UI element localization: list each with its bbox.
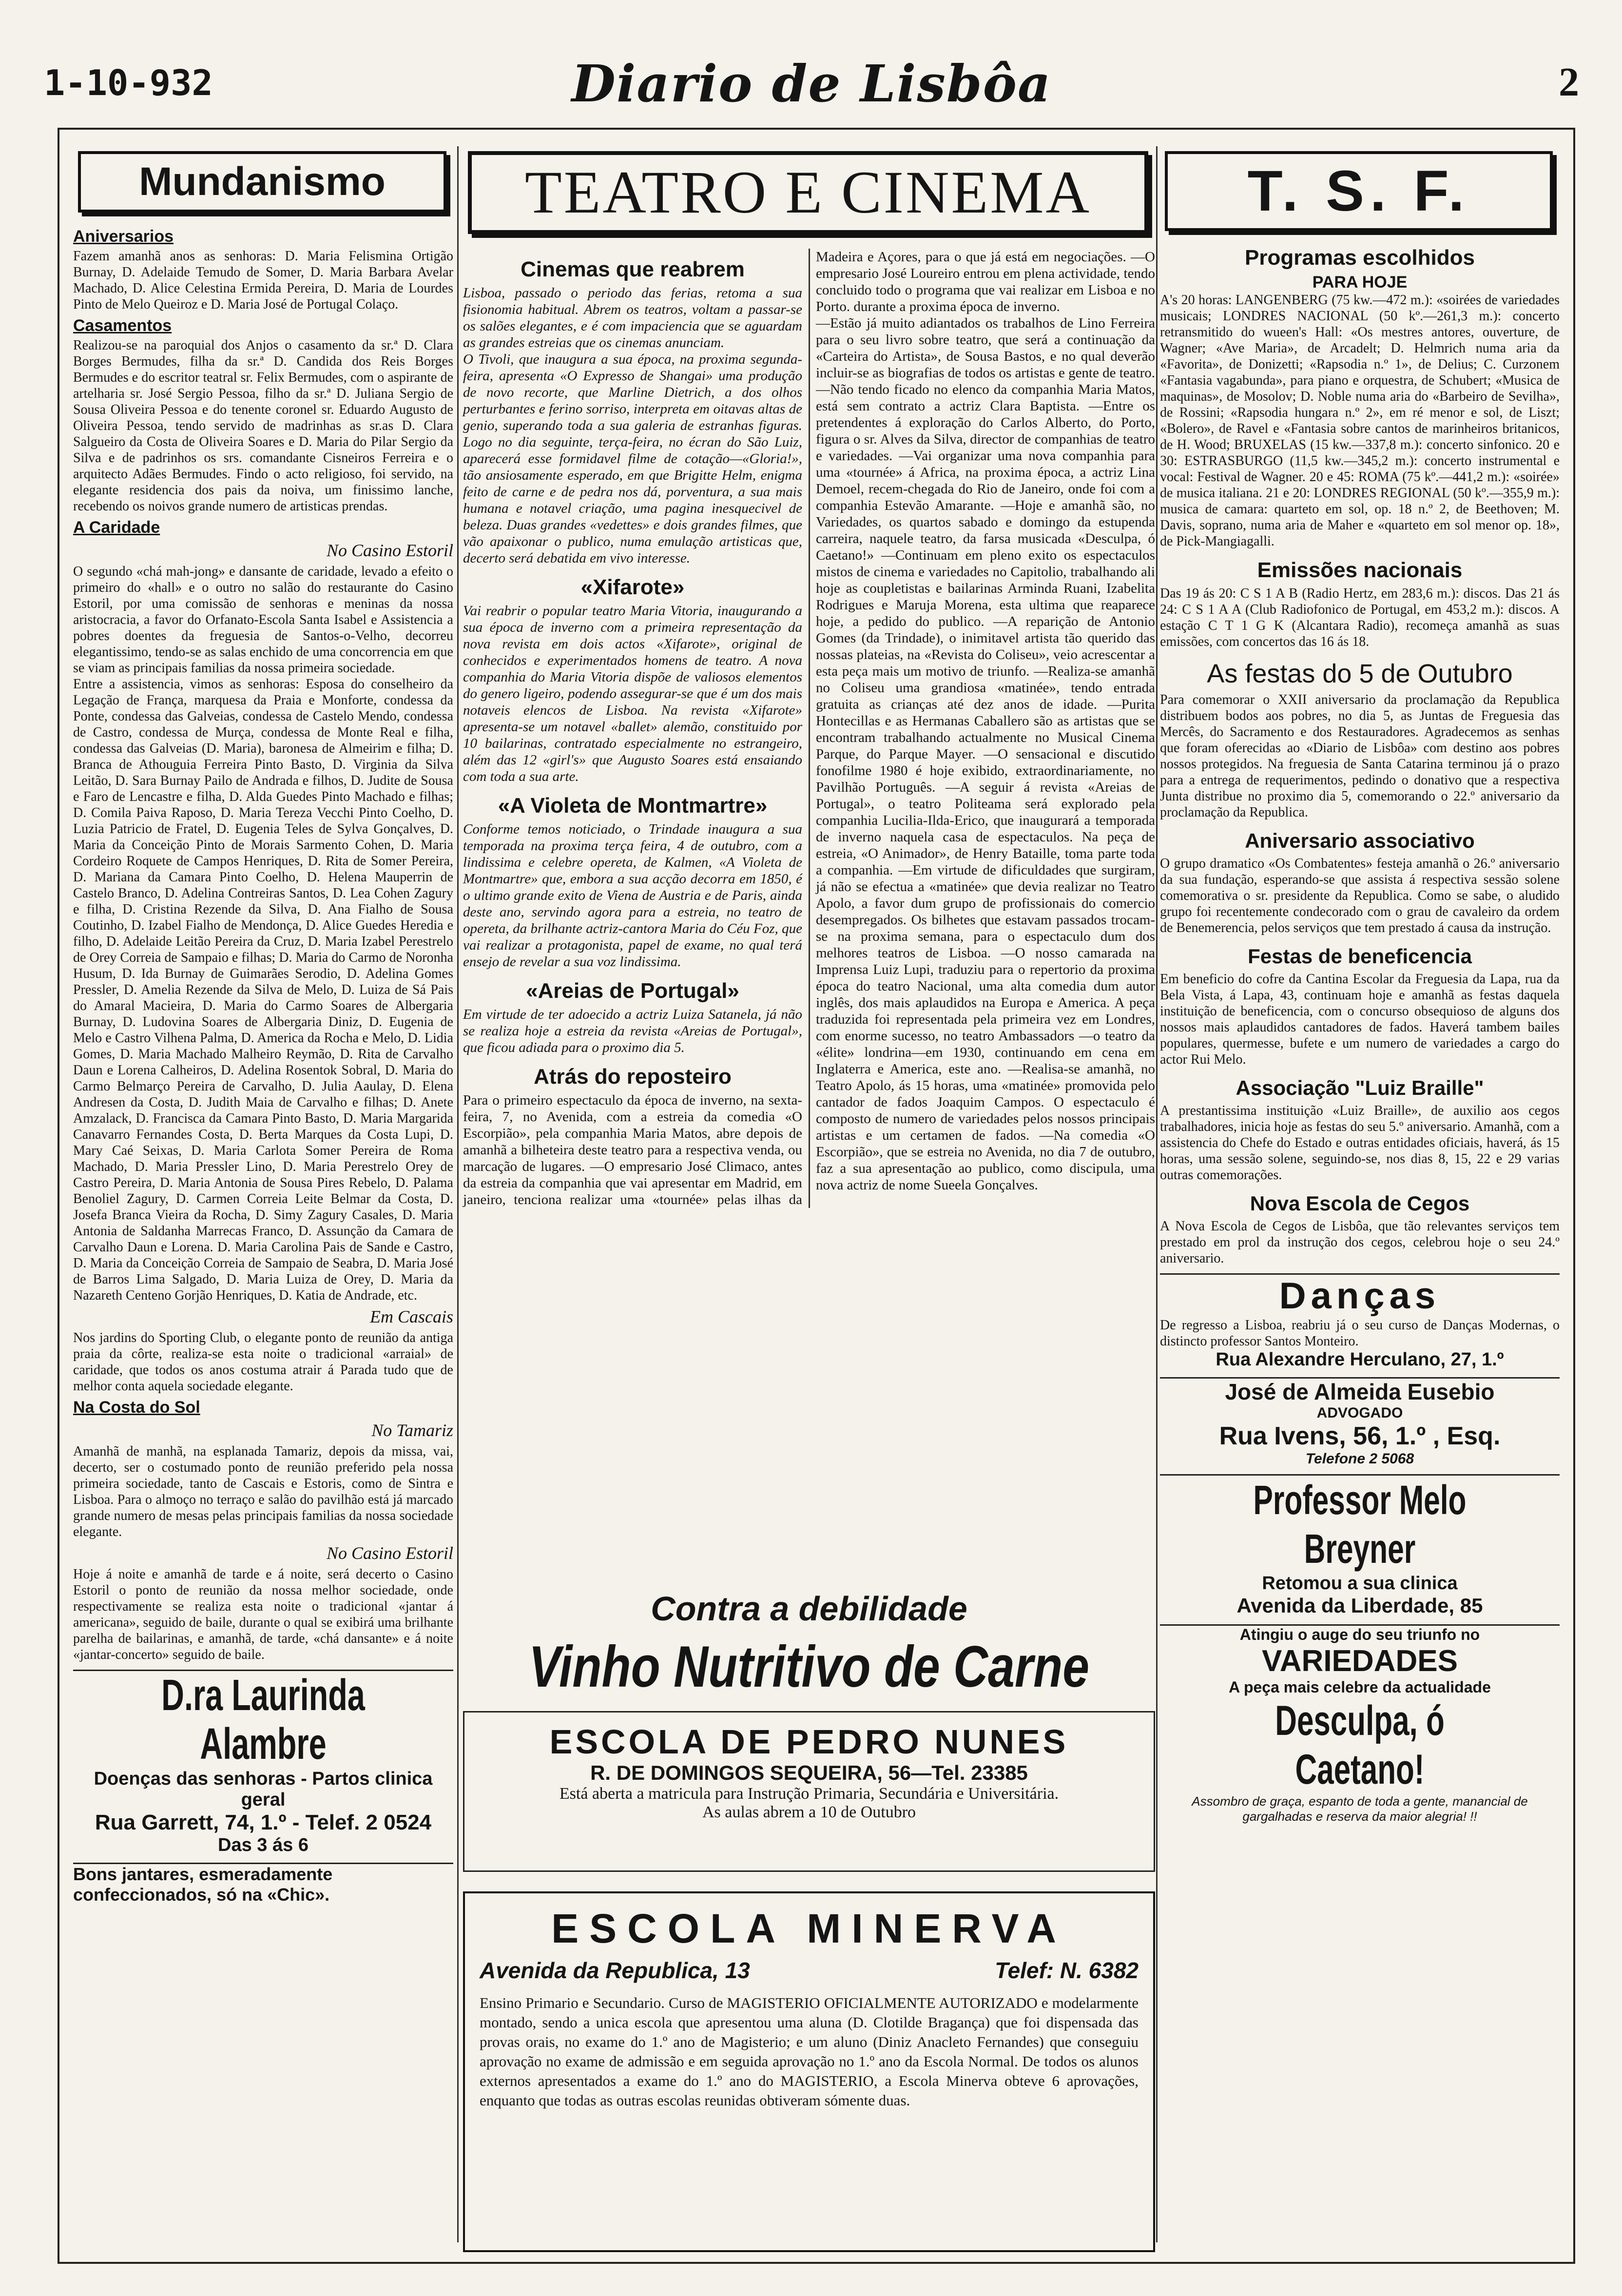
ad-escola-pedro-nunes	[463, 1711, 1155, 1872]
page-number: 2	[1559, 59, 1579, 105]
section-heading-tsf: T. S. F.	[1165, 151, 1553, 231]
column-tsf	[1160, 146, 1560, 2252]
ad-address: Rua Garrett, 74, 1.º - Telef. 2 0524	[95, 1810, 432, 1834]
place-heading: No Casino Estoril	[326, 541, 453, 560]
section-heading-teatro: TEATRO E CINEMA	[468, 151, 1148, 234]
ad-line: Doenças das senhoras - Partos clinica geral	[94, 1769, 433, 1810]
article-text: Realizou-se na paroquial dos Anjos o casamento da sr.ª D. Clara Borges Bermudes, filha da sr.ª D. Candida dos Reis Borges Bermudes e do escritor teatral sr. Felix Bermudes, com o aspirante de artelharia sr. José Sergio Pessoa, filho da sr.ª D. Juliana Sergio de Sousa Oliveira Pessoa e do tenente coronel sr. Eduardo Augusto de Oliveira Pessoa, tendo servido de madrinhas as sr.as D. Clara Salgueiro da Costa de Oliveira Soares e D. Maria do Pilar Sergio da Silva e de padrinhos os srs. comandante Cisneiros Ferreira e o arquitecto Adães Bermudes. Findo o acto religioso, foi servido, na elegante residencia dos pais da noiva, um finissimo lanche, recebendo os noivos grande numero de artisticas prendas.	[73, 338, 453, 514]
subheading: A Caridade	[73, 518, 160, 537]
ad-line: As aulas abrem a 10 de Outubro	[702, 1803, 916, 1821]
ad-vinho-nutritivo: Vinho Nutritivo de Carne	[529, 1634, 1089, 1699]
article-title: «Xifarote»	[580, 575, 685, 599]
article-text: Em virtude de ter adoecido a actriz Luiza Satanela, já não se realiza hoje a estreia da revista «Areias de Portugal», que ficou adiada para o proximo dia 5.	[463, 1007, 802, 1055]
article-text: Hoje á noite e amanhã de tarde e á noite, será decerto o Casino Estoril o ponto de reunião da nossa melhor sociedade, onde respectivamente se realiza esta noite o tradicional «jantar á americana», seguido de baile, durante o qual se exibirá uma brilhante parelha de bailarinas, e amanhã, de tarde, «chá dansante» e á noite «jantar-concerto» seguido de baile.	[73, 1567, 453, 1662]
article-text: O grupo dramatico «Os Combatentes» festeja amanhã o 26.º aniversario da sua fundação, esperando-se que assista á respectiva sessão solene comemorativa o sr. presidente da Republica. Como se sabe, o aludido grupo foi recentemente condecorado com o grau de cavaleiro da ordem de Benemerencia, pelos serviços que tem prestado á causa da instrução.	[1160, 856, 1560, 935]
ad-line: Assombro de graça, espanto de toda a gente, manancial de gargalhadas e reserva da maior alegria! !!	[1192, 1794, 1528, 1824]
article-title: Programas escolhidos	[1245, 246, 1475, 270]
ad-text: De regresso a Lisboa, reabriu já o seu curso de Danças Modernas, o distincto professor Santos Monteiro.	[1160, 1318, 1560, 1349]
ad-melo-breyner	[1160, 1474, 1560, 1617]
ad-telephone: Telefone 2 5068	[1305, 1451, 1414, 1467]
ad-line: A peça mais celebre da actualidade	[1229, 1678, 1491, 1696]
article-text: Entre a assistencia, vimos as senhoras: Esposa do conselheiro da Legação de França, marquesa da Praia e Monforte, condessa da Ponte, condessa das Galveias, condessa de Castelo Mendo, condessa de Castro, condessa de Murça, condessa de Monte Real e filha, condessa das Galveias (D. Maria), baronesa de Almeirim e filha; D. Branca de Athouguia Ferreira Pinto Basto, D. Virginia da Silva Leitão, D. Sara Burnay Pailo de Andrada e filhos, D. Judite de Sousa e Faro de Lencastre e filha, D. Alda Guedes Pinto Machado e filhas; D. Comila Paiva Raposo, D. Maria Tereza Vecchi Pinto Coelho, D. Luzia Patricio de Fratel, D. Eugenia Teles de Sylva Gonçalves, D. Maria da Conceição Pinto de Morais Sarmento Cohen, D. Maria Cordeiro Roquete de Campos Henriques, D. Rita de Somer Pereira, D. Mariana da Camara Pinto Coelho, D. Helena Mauperrin de Castelo Branco, D. Adelina Contreiras Santos, D. Lea Cohen Zagury e filha, D. Cristina Rezende da Silva, D. Ana Fialho de Sousa Coutinho, D. Izabel Fialho de Mendonça, D. Alice Guedes Heredia e filho, D. Adelaide Leitão Pereira da Cruz, D. Maria Izabel Perestrelo de Orey Correia de Sampaio e filhas; D. Maria do Carmo de Noronha Husum, D. Ida Burnay de Guimarães Serodio, D. Adelina Gomes Pressler, D. Amelia Rezende da Silva de Melo, D. Luiza de Sá Pais do Amaral Macieira, D. Maria do Carmo Soares de Albergaria Burnay, D. Ludovina Soares de Albergaria Diniz, D. Eugenia de Melo e Castro Vilhena Palma, D. America da Rocha e Melo, D. Lidia Gomes, D. Maria Machado Malheiro Reymão, D. Rita de Carvalho Daun e Lorena Calheiros, D. Adelina Rosentok Sobral, D. Maria do Carmo Belmarço Pereira de Carvalho, D. Julia Aaulay, D. Elena Andresen da Costa, D. Judith Maia de Carvalho e filhas; D. Anete Amzalack, D. Francisca da Camara Pinto Basto, D. Maria Margarida Canavarro Fernandes Costa, D. Berta Marques da Costa Lupi, D. Mary Caé Seixas, D. Maria Carlota Somer Pereira de Roma Machado, D. Maria Pressler Lino, D. Maria Perestrelo Orey de Castro Pereira, D. Maria Antonia de Sousa Pires Rebelo, D. Palama Benoliel Zagury, D. Carmen Correia Leite Belmar da Costa, D. Josefa Branca Vieira da Rocha, D. Simy Zagury Casales, D. Maria Antonia de Saldanha Marrecas Franco, D. Assunção da Camara de Carvalho Daun e Lorena. D. Maria Carolina Pais de Sande e Castro, D. Maria da Conceição Correia de Sampaio de Seabra, D. Maria José de Barros Lima Salgado, D. Maria Luiza de Orey, D. Maria da Nazareth Centeno Gorjão Henriques, D. Katia de Andrade, etc.	[73, 677, 453, 1303]
ad-title: VARIEDADES	[1262, 1644, 1458, 1678]
article-title: As festas do 5 de Outubro	[1207, 659, 1513, 688]
article-text: Amanhã de manhã, na esplanada Tamariz, depois da missa, vai, decerto, ser o costumado ponto de reunião preferido pela nossa primeira sociedade, tanto de Cascais e Estoris, como de Sintra e Lisboa. Para o almoço no terraço e salão do pavilhão está já marcado grande numero de mesas pelas principais familias da nossa sociedade elegante.	[73, 1444, 453, 1539]
column-rule	[457, 146, 459, 2242]
article-text: —Estão já muito adiantados os trabalhos de Lino Ferreira para o seu livro sobre teatro, que será a continuação da «Carteira do Artista», de Sousa Bastos, e no qual deverão incluir-se as biografias de todos os artistas e gente de teatro. —Não tendo ficado no elenco da companhia Maria Matos, está sem contrato a actriz Clara Baptista. —Entre os pretendentes á exploração do Carlos Alberto, do Porto, figura o sr. Alves da Silva, director de companhias de teatro e variedades. —Vai organizar uma nova companhia para uma «tournée» á Africa, na proxima época, a actriz Lina Demoel, recem-chegada do Rio de Janeiro, onde foi com a companhia Estevão Amarante. —Hoje e amanhã são, no Variedades, os quartos sabado e domingo da estupenda carreira, naquele teatro, da farsa musicada «Desculpa, ó Caetano!» —Continuam em pleno exito os espectaculos mistos de cinema e variedades no Capitolio, trabalhando ali hoje as coupletistas e bailarinas Arminda Ruani, Izabelita Rodrigues e Maruja Morena, esta ultima que reaparece hoje, a pedido do publico. —A reparição de Antonio Gomes (da Trindade), o inimitavel artista tão querido das nossas plateias, na «Revista do Coliseu», veio acrescentar a esta peça mais um motivo de triunfo. —Realiza-se amanhã no Coliseu uma grandiosa «matinée», tendo entrada gratuita as crianças até dez anos de idade. —Purita Hontecillas e as Hermanas Caballero são as artistas que se encontram trabalhando actualmente no Musical Cinema Parque, do Parque Mayer. —O sensacional e discutido fonofilme 1980 é hoje exibido, extraordinariamente, no Pavilhão Português. —A seguir á revista «Areias de Portugal», o teatro Politeama será explorado pela companhia Lucilia-Ilda-Erico, que inaugurará a temporada de inverno naquela casa de espectaculos. Na peça de estreia, «O Animador», de Henry Bataille, toma parte toda a companhia. —Em virtude de dificuldades que surgiram, já não se efectua a «matinée» que devia realizar no Teatro Apolo, a favor dum grupo de profissionais do comercio desempregados. Os bilhetes que estavam passados trocam-se na proxima semana, para o espectaculo dum dos melhores teatros de Lisboa. —O nosso camarada na Imprensa Luiz Lupi, traduziu para o repertorio da proxima época do teatro Nacional, uma alta comedia dum autor inglês, dos mais aplaudidos na Europa e America. A peça traduzida foi representada pela primeira vez em Londres, com enorme sucesso, no teatro Ambassadors —o teatro da «élite» londrina—em 1930, continuando em cena em Inglaterra e America, este ano. —Realisa-se amanhã, no Teatro Apolo, ás 15 horas, uma «matinée» promovida pelo cantador de fados Joaquim Campos. O espectaculo é composto de numero de variedades pelos nossos principais artistas e um certamen de fados. —Na comedia «O Escorpião», que se estreia no Avenida, no dia 7 de outubro, faz a sua apresentação ao publico, como discipula, uma nova actriz de nome Sueela Gonçalves.	[816, 315, 1155, 1193]
article-title: «Areias de Portugal»	[526, 979, 739, 1003]
article-title: Aniversario associativo	[1245, 829, 1475, 852]
article-text: Das 19 ás 20: C S 1 A B (Radio Hertz, em 283,6 m.): discos. Das 21 ás 24: C S 1 A A (Club Radiofonico de Portugal, em 453,2 m.): discos. A estação C T 1 G K (Alcantara Radio), recomeça amanhã as suas emissões, com concertos das 16 ás 18.	[1160, 586, 1560, 649]
column-teatro-cinema	[463, 146, 1155, 1207]
ad-dancas	[1160, 1273, 1560, 1370]
ad-name: Professor Melo Breyner	[1253, 1477, 1467, 1572]
article-text: A prestantissima instituição «Luiz Braille», de auxilio aos cegos trabalhadores, inicia hoje as festas do seu 5.º aniversario. Amanhã, com a assistencia do Chefe do Estado e outras entidades oficiais, haverá, ás 15 horas, uma sessão solene, seguindo-se, nos dias 8, 15, 22 e 29 varias outras comemorações.	[1160, 1103, 1560, 1183]
subheading: Na Costa do Sol	[73, 1398, 200, 1417]
article-title: Emissões nacionais	[1257, 558, 1463, 582]
article-title: Nova Escola de Cegos	[1250, 1192, 1470, 1215]
article-title: Atrás do reposteiro	[534, 1065, 732, 1089]
article-text: Conforme temos noticiado, o Trindade inaugura a sua temporada na proxima terça feira, 4 de outubro, com a lindissima e celebre opereta, de Kalmen, «A Violeta de Montmartre» que, embora a sua acção decorra em 1850, é o ultimo grande exito de Viena de Austria e de Paris, ainda deste ano, servindo agora para a estreia, no teatro de opereta, da brilhante actriz-cantora Maria do Céu Foz, que vai realizar a protagonista, papel de exame, no qual terá ensejo de revelar a sua voz lindissima.	[463, 821, 802, 970]
article-text: O segundo «chá mah-jong» e dansante de caridade, levado a efeito o primeiro do «hall» e o outro no salão do restaurante do Casino Estoril, por uma comissão de senhoras e meninas da nossa aristocracia, a favor do Orfanato-Escola Santa Isabel e Assistencia a pobres doentes da freguesia de Santos-o-Velho, decorreu elegantissimo, tendo-se as salas enchido de uma concorrencia em que se viam as principais familias da nossa primeira sociedade.	[73, 564, 453, 676]
column-mundanismo	[73, 146, 453, 2252]
newspaper-title: Diario de Lisbôa	[571, 54, 1052, 114]
ad-contact	[480, 1957, 1139, 1984]
ad-line: Está aberta a matricula para Instrução Primaria, Secundária e Universitária.	[559, 1785, 1059, 1803]
ad-escola-minerva	[463, 1891, 1155, 2252]
ad-address: Avenida da Republica, 13	[480, 1958, 750, 1983]
article-text: Vai reabrir o popular teatro Maria Vitoria, inaugurando a sua época de inverno com a primeira representação da nova revista em dois actos «Xifarote», original de conhecidos e experimentados homens de teatro. A nova companhia do Maria Vitoria dispõe de valiosos elementos do genero ligeiro, podendo assegurar-se que é um dos mais notaveis elencos de Lisboa. Na revista «Xifarote» apresenta-se um notavel «ballet» alemão, constituido por 10 bailarinas, contratado especialmente no estrangeiro, além das 12 «girl's» que Augusto Soares está ensaiando com toda a sua arte.	[463, 603, 802, 784]
article-text: Nos jardins do Sporting Club, o elegante ponto de reunião da antiga praia da côrte, realiza-se esta noite o tradicional «arraial» de caridade, que todos os anos costuma atrair á Parada tudo que de melhor conta aquela sociedade elegante.	[73, 1330, 453, 1394]
ad-advogado	[1160, 1377, 1560, 1467]
ad-name: José de Almeida Eusebio	[1225, 1379, 1495, 1404]
ad-hours: Das 3 ás 6	[218, 1835, 309, 1855]
article-text: Para comemorar o XXII aniversario da proclamação da Republica distribuem bodos aos pobres, no dia 5, as Juntas de Freguesia das Mercês, do Sacramento e dos Restauradores. Agradecemos as senhas que foram oferecidas ao «Diario de Lisbôa» com destino aos pobres nossos protegidos. Na freguesia de Santa Catarina terminou já o prazo para a entrega de requerimentos, pedindo o donativo que a respectiva Junta distribue no proximo dia 5, comemorando o 22.º aniversario da proclamação da Republica.	[1160, 692, 1560, 820]
ad-address: Rua Alexandre Herculano, 27, 1.º	[1216, 1349, 1504, 1370]
article-subtitle: PARA HOJE	[1312, 273, 1408, 292]
teatro-articles	[463, 249, 1155, 1208]
place-heading: No Casino Estoril	[326, 1543, 453, 1563]
ad-line: Retomou a sua clinica	[1262, 1573, 1458, 1594]
article-title: Associação "Luiz Braille"	[1236, 1076, 1484, 1099]
issue-date: 1-10-932	[44, 62, 213, 103]
article-text: A Nova Escola de Cegos de Lisbôa, que tão relevantes serviços tem prestado em prol da instrução dos cegos, celebrou hoje o seu 24.º aniversario.	[1160, 1219, 1560, 1266]
article-text: Fazem amanhã anos as senhoras: D. Maria Felismina Ortigão Burnay, D. Adelaide Temudo de Somer, D. Maria Barbara Avelar Machado, D. Alice Celestina Ermida Pereira, D. Maria de Lourdes Pinto de Melo Queiroz e D. Maria José de Portugal Colaço.	[73, 249, 453, 312]
article-lead: Lisboa, passado o periodo das ferias, retoma a sua fisionomia habitual. Abrem os teatros, voltam a passar-se os salões elegantes, e é com impaciencia que se aguardam as grandes estreias que os cinemas anunciam.	[463, 285, 802, 350]
ad-address: Rua Ivens, 56, 1.º , Esq.	[1219, 1422, 1501, 1450]
place-heading: Em Cascais	[370, 1307, 453, 1326]
article-title: Cinemas que reabrem	[521, 257, 745, 281]
ad-name: D.ra Laurinda Alambre	[161, 1671, 365, 1769]
article-title: «A Violeta de Montmartre»	[498, 794, 768, 817]
ad-title: ESCOLA MINERVA	[551, 1906, 1067, 1951]
place-heading: No Tamariz	[371, 1420, 453, 1440]
ad-title: Danças	[1279, 1275, 1441, 1317]
article-text: A's 20 horas: LANGENBERG (75 kw.—472 m.): «soirées de variedades musicais; LONDRES NACIONAL (50 kº.—261,3 m.): concerto retransmitido do wueen's Hall: «Os mestres antores, ouverture, de Wagner; «Ave Maria», de Arcadelt; D. Helmrich numa aria da «Favorita», de Donizetti; «Rapsodia n.º 1», de Delius; C. Curzonem «Fantasia vagabunda», para piano e orquestra, de Schubert; «Musica de maquinas», de Mosolov; D. Noble numa aria do «Barbeiro de Sevilha», de Rossini; «Rapsodia hungara n.º 2», em ré menor e sol, de Liszt; «Bolero», de Ravel e «Fantasia sobre cantos de marinheiros britanicos, de H. Wood; BRUXELAS (15 kw.—337,8 m.): concerto sinfonico. 20 e 30: ESTRASBURGO (11,5 kw.—345,2 m.): concerto instrumental e vocal: Festival de Wagner. 20 e 45: ROMA (75 kº.—441,2 m.): «soirée» de musica italiana. 21 e 20: LONDRES REGIONAL (50 kº.—355,9 m.): musica de camara: quarteto em sol, op. 18 n.º 2, de Beethoven; M. Davis, soprano, numa aria de Maher e «quarteto em sol menor op. 18», de Pick-Mangiagalli.	[1160, 292, 1560, 549]
ad-address: Avenida da Liberdade, 85	[1236, 1594, 1483, 1617]
ad-text: Bons jantares, esmeradamente confeccionados, só na «Chic».	[73, 1864, 333, 1905]
masthead	[44, 54, 1579, 117]
subheading: Aniversarios	[73, 227, 174, 246]
ad-telephone: Telef: N. 6382	[995, 1958, 1139, 1983]
ad-laurinda-alambre	[73, 1670, 453, 1856]
column-rule	[1156, 146, 1158, 2242]
ad-line: Atingiu o auge do seu triunfo no	[1239, 1626, 1480, 1643]
ad-variedades	[1160, 1624, 1560, 1824]
ad-text: Ensino Primario e Secundario. Curso de MAGISTERIO OFICIALMENTE AUTORIZADO e modelarmente montado, sendo a unica escola que apresentou uma aluna (D. Clotilde Bragança) que foi dispensada das provas orais, no exame do 1.º ano de Magisterio; e um aluno (Diniz Anacleto Fernandes) que conseguiu aprovação no exame de admissão e em seguida aprovação no 1.º ano da Escola Normal. De todos os alunos externos apresentados a exame do 1.º ano do MAGISTERIO, a Escola Minerva obteve 6 aprovações, enquanto que todas as outras escolas reunidas obtiveram sómente duas.	[480, 1994, 1139, 2109]
subheading: Casamentos	[73, 316, 172, 335]
article-title: Festas de beneficencia	[1248, 945, 1472, 968]
article-text: O Tivoli, que inaugura a sua época, na proxima segunda-feira, apresenta «O Expresso de Shangai» uma produção de novo recorte, que Marline Dietrich, a dos olhos perturbantes e ferino sorriso, interpreta em oitavas altas de genio, superando toda a sua galeria de estranhas figuras. Logo no dia seguinte, terça-feira, no écran do São Luiz, aparecerá esse formidavel filme de cotação—«Gloria!», tão ansiosamente esperado, em que Brigitte Helm, enigma feito de carne e de pedra nos dá, porventura, a sua mais humana e notavel criação, uma pagina inesquecivel de beleza. Duas grandes «vedettes» e dois grandes filmes, que vão apaixonar o publico, numa emulação artisticas que, decerto será debatida em vivo interesse.	[463, 351, 802, 566]
ad-title: ESCOLA DE PEDRO NUNES	[549, 1723, 1069, 1761]
ad-contra-debilidade: Contra a debilidade	[651, 1590, 967, 1628]
article-text: Em beneficio do cofre da Cantina Escolar da Freguesia da Lapa, rua da Bela Vista, á Lapa, 43, continuam hoje e amanhã as festas daquela instituição de beneficencia, com o concurso obsequioso de alguns dos nossos mais aplaudidos cantadores de fados. Haverá tambem bailes populares, quermesse, bufete e um numero de variedades a cargo do actor Rui Melo.	[1160, 972, 1560, 1067]
ad-chic	[73, 1863, 453, 1905]
ad-play-title: Desculpa, ó Caetano!	[1275, 1697, 1445, 1793]
ad-role: ADVOGADO	[1316, 1405, 1403, 1421]
article-text: Para o primeiro espectaculo da época de inverno, na sexta-feira, 7, no Avenida, com a estreia da comedia «O Escorpião», pela companhia Maria Matos, abre depois de amanhã a bilheteira deste teatro para a respectiva venda, ou marcação de lugares. —O empresario José Climaco, antes da estreia da companhia que vai apresentar em Madrid, em janeiro, tenciona realizar uma «tournée» pelas ilhas da Madeira e Açores, para o que já está em negociações. —O empresario José Loureiro entrou em plena actividade, tendo concluido todo o programa que vai realizar em Lisboa e no Porto. durante a proxima época de inverno.	[463, 249, 1155, 1207]
section-heading-mundanismo: Mundanismo	[78, 151, 446, 213]
ad-address: R. DE DOMINGOS SEQUEIRA, 56—Tel. 23385	[590, 1761, 1028, 1784]
